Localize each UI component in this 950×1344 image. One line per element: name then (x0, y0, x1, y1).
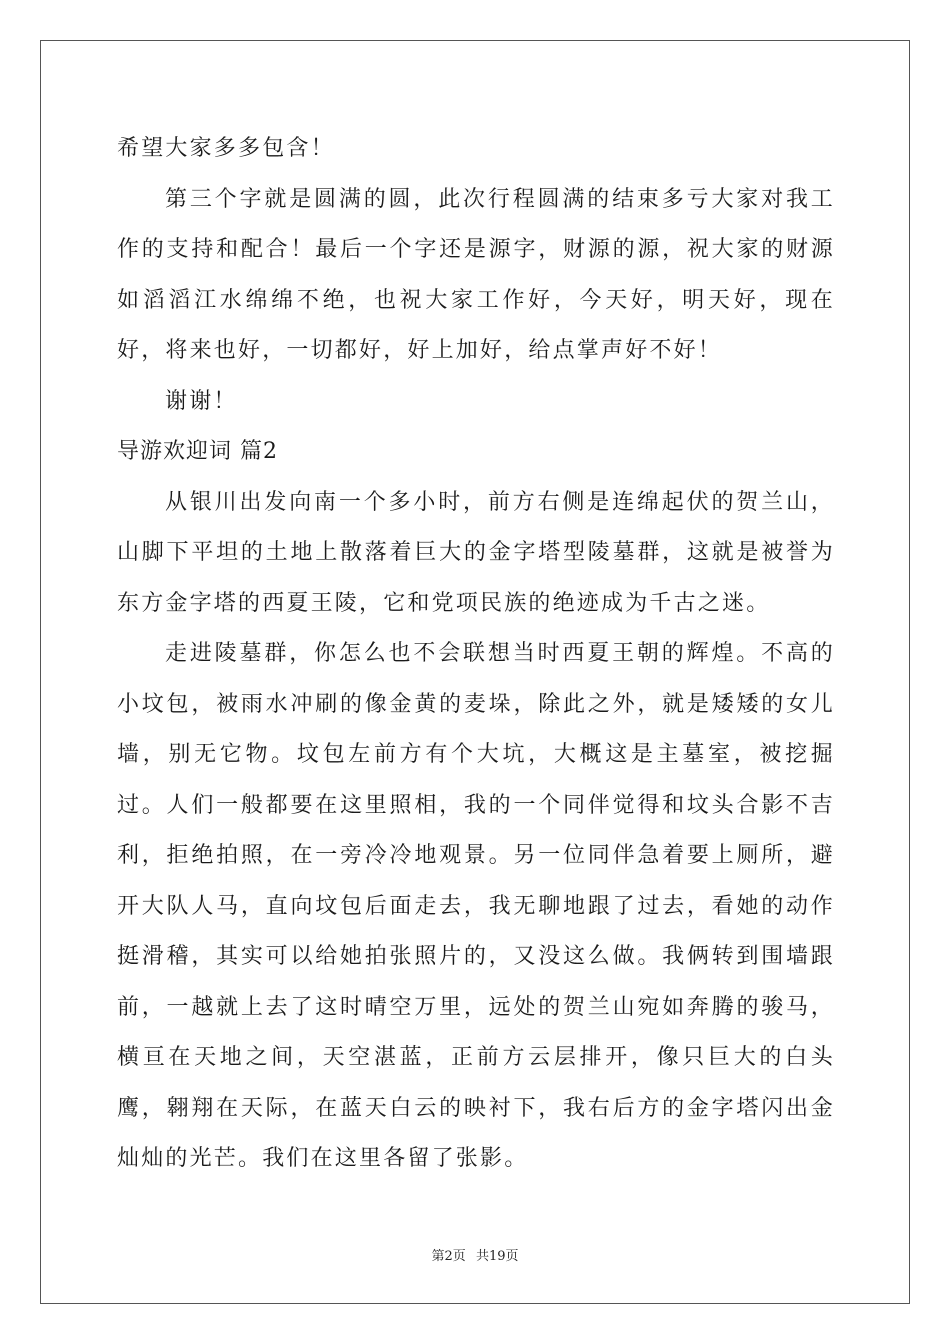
paragraph: 从银川出发向南一个多小时，前方右侧是连绵起伏的贺兰山，山脚下平坦的土地上散落着巨大的金字塔型陵墓群，这就是被誉为东方金字塔的西夏王陵，它和党项民族的绝迹成为千古之迷。 (117, 489, 835, 616)
paragraph-thanks: 谢谢！ (165, 388, 238, 414)
paragraph-continuation: 希望大家多多包含！ (117, 136, 335, 161)
section-heading: 导游欢迎词 篇2 (117, 439, 278, 464)
page-footer (0, 1245, 950, 1264)
paragraph: 第三个字就是圆满的圆，此次行程圆满的结束多亏大家对我工作的支持和配合！最后一个字还是源字，财源的源，祝大家的财源如滔滔江水绵绵不绝，也祝大家工作好，今天好，明天好，现在好，将来也好，一切都好，好上加好，给点掌声好不好！ (117, 186, 835, 363)
paragraph: 走进陵墓群，你怎么也不会联想当时西夏王朝的辉煌。不高的小坟包，被雨水冲刷的像金黄的麦垛，除此之外，就是矮矮的女儿墙，别无它物。坟包左前方有个大坑，大概这是主墓室，被挖掘过。人们一般都要在这里照相，我的一个同伴觉得和坟头合影不吉利，拒绝拍照，在一旁冷冷地观景。另一位同伴急着要上厕所，避开大队人马，直向坟包后面走去，我无聊地跟了过去，看她的动作挺滑稽，其实可以给她拍张照片的，又没这么做。我俩转到围墙跟前，一越就上去了这时晴空万里，远处的贺兰山宛如奔腾的骏马，横亘在天地之间，天空湛蓝，正前方云层排开，像只巨大的白头鹰，翱翔在天际，在蓝天白云的映衬下，我右后方的金字塔闪出金灿灿的光芒。我们在这里各留了张影。 (117, 641, 835, 1171)
page-number: 第2页 (431, 1249, 466, 1264)
document-body (117, 124, 835, 1185)
page-total: 共19页 (475, 1249, 519, 1264)
